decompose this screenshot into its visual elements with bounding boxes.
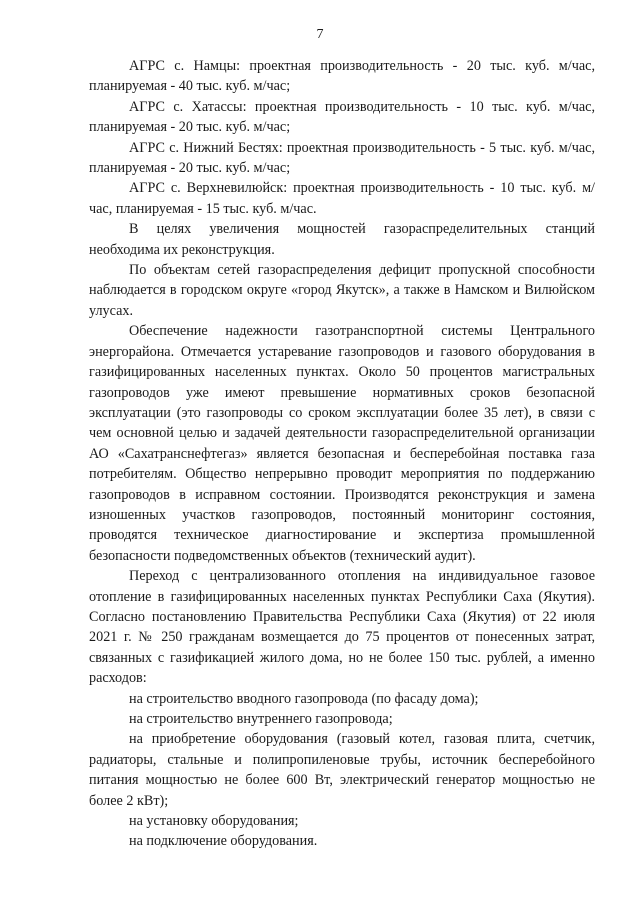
- paragraph-capacity-deficit: По объектам сетей газораспределения дефицит пропускной способности наблюдается в городском округе «город Якутск», а также в Намском и Вилюйском улусах.: [89, 262, 595, 319]
- list-item: на строительство внутреннего газопровода;: [129, 711, 393, 727]
- paragraph-agrs-verkhnevilyuysk: АГРС с. Верхневилюйск: проектная производительность - 10 тыс. куб. м/час, планируемая - 15 тыс. куб. м/час.: [89, 180, 595, 217]
- list-item: на подключение оборудования.: [129, 833, 318, 850]
- list-item: на строительство вводного газопровода (по фасаду дома);: [129, 690, 479, 707]
- paragraph-agrs-namtsy: АГРС с. Намцы: проектная производительность - 20 тыс. куб. м/час, планируемая - 40 тыс. куб. м/час;: [89, 58, 595, 95]
- paragraph-reconstruction: В целях увеличения мощностей газораспределительных станций необходима их реконструкция.: [89, 221, 595, 258]
- document-body: [89, 56, 595, 852]
- paragraph-reliability: Обеспечение надежности газотранспортной системы Центрального энергорайона. Отмечается устаревание газопроводов и газового оборудования в газифицированных населенных пунктах. Около 50 процентов магистральных газопроводов уже имеют превышение нормативных сроков безопасной эксплуатации (это газопроводы со сроком эксплуатации более 35 лет), в связи с чем основной целью и задачей деятельности газораспределительной организации АО «Сахатранснефтегаз» является безопасная и бесперебойная поставка газа потребителям. Общество непрерывно проводит мероприятия по поддержанию газопроводов в исправном состоянии. Производятся реконструкция и замена изношенных участков газопроводов, постоянный мониторинг состояния, проводятся техническое диагностирование и экспертиза промышленной безопасности подведомственных объектов (технический аудит).: [89, 323, 595, 564]
- paragraph-heating-transition: Переход с централизованного отопления на индивидуальное газовое отопление в газифицированных населенных пунктах Республики Саха (Якутия). Согласно постановлению Правительства Республики Саха (Якутия) от 22 июля 2021 г. № 250 гражданам возмещается до 75 процентов от понесенных затрат, связанных с газификацией жилого дома, но не более 150 тыс. рублей, а именно расходов:: [89, 568, 595, 687]
- list-item: на приобретение оборудования (газовый котел, газовая плита, счетчик, радиаторы, стальные и полипропиленовые трубы, источник бесперебойного питания мощностью не более 600 Вт, электрический генератор мощностью не более 2 кВт);: [89, 731, 595, 809]
- page-number: 7: [316, 27, 324, 42]
- paragraph-agrs-khatassy: АГРС с. Хатассы: проектная производительность - 10 тыс. куб. м/час, планируемая - 20 тыс. куб. м/час;: [89, 98, 595, 136]
- paragraph-agrs-nizhniy-bestyakh: АГРС с. Нижний Бестях: проектная производительность - 5 тыс. куб. м/час, планируемая - 20 тыс. куб. м/час;: [89, 139, 595, 177]
- list-item: на установку оборудования;: [129, 813, 299, 830]
